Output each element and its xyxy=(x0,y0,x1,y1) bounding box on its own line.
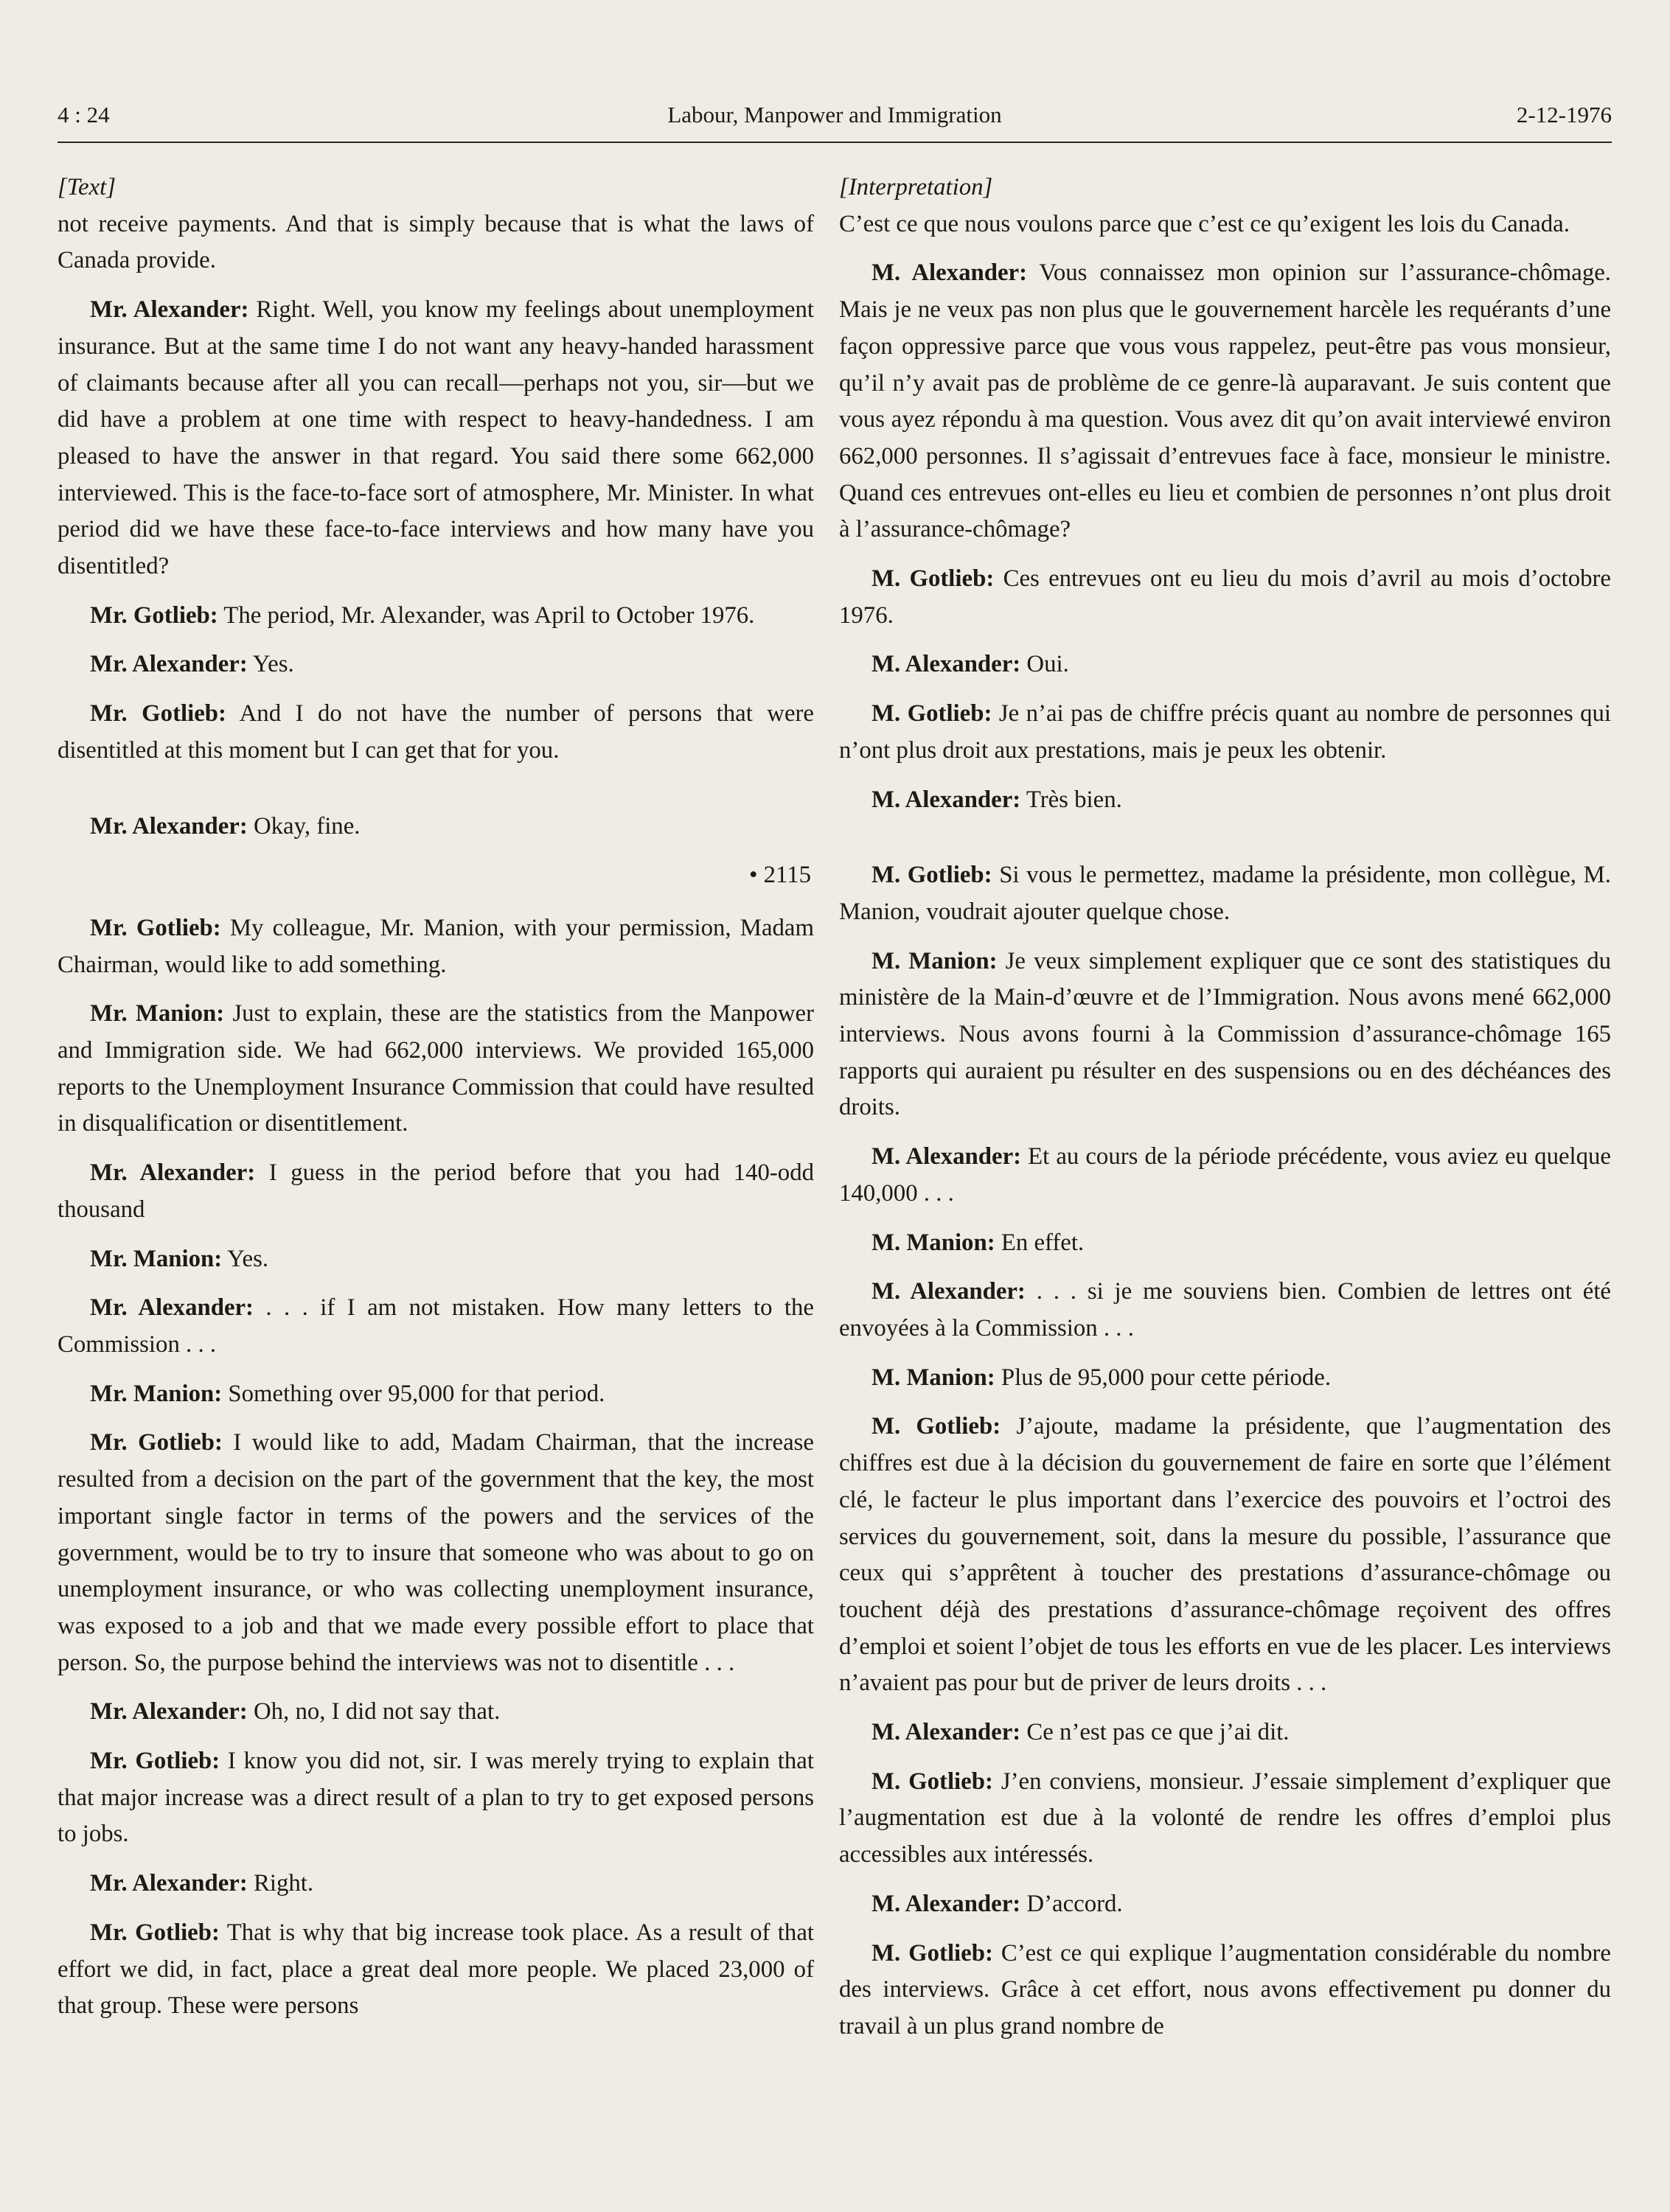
speaker-name: M. Alexander: xyxy=(871,651,1021,678)
paragraph xyxy=(58,1376,814,1413)
paragraph xyxy=(58,1290,814,1363)
speaker-name: Mr. Manion: xyxy=(90,1380,223,1407)
speaker-name: M. Gotlieb: xyxy=(871,1939,993,1967)
speaker-name: M. Alexander: xyxy=(871,1890,1021,1917)
english-column xyxy=(58,170,814,2037)
speaker-name: Mr. Alexander: xyxy=(90,651,248,678)
speech-text: J’ajoute, madame la présidente, que l’augmentation des chiffres est due à la décision du gouvernement de faire en sorte que l’élément clé, le facteur le plus important dans l’exercice des pouvoirs et l’octroi des services du gouvernement, soit, dans la mesure du possible, l’assurance que ceux qui s’apprêtent à toucher des prestations d’assurance-chômage ou touchent déjà des prestations d’assurance-chômage reçoivent des offres d’emploi et soient l’objet de tous les efforts en vue de les placer. Les interviews n’avaient pas pour but de priver de leurs droits . . . xyxy=(839,1413,1611,1697)
paragraph xyxy=(58,809,814,845)
speech-text: Oh, no, I did not say that. xyxy=(247,1698,501,1726)
spacer xyxy=(58,782,814,809)
paragraph xyxy=(58,910,814,983)
speaker-name: M. Alexander: xyxy=(871,1143,1022,1170)
french-column xyxy=(839,170,1611,2058)
paragraph xyxy=(58,292,814,585)
speaker-name: M. Gotlieb: xyxy=(871,565,995,593)
page-header xyxy=(58,97,1612,143)
speaker-name: Mr. Manion: xyxy=(90,1000,225,1028)
speaker-name: Mr. Alexander: xyxy=(90,1870,248,1897)
speaker-name: M. Manion: xyxy=(871,947,998,974)
paragraph: C’est ce que nous voulons parce que c’est ce qu’exigent les lois du Canada. xyxy=(839,210,1570,237)
speech-text: Je veux simplement expliquer que ce sont des statistiques du ministère de la Main-d’œuvre et de l’Immigration. Nous avons mené 662,000 interviews. Nous avons fourni à la Commission d’assurance-chômage 165 rapports qui auraient pu résulter en des suspensions ou en des déchéances des droits. xyxy=(839,947,1611,1121)
speech-text: Si vous le permettez, madame la présidente, mon collègue, M. Manion, voudrait ajouter quelque chose. xyxy=(839,862,1611,925)
paragraph xyxy=(58,1425,814,1681)
paragraph xyxy=(58,598,814,635)
page-number: 4 : 24 xyxy=(58,102,110,128)
paragraph xyxy=(58,996,814,1142)
paragraph xyxy=(839,255,1611,548)
paragraph: not receive payments. And that is simply because that is what the laws of Canada provide. xyxy=(58,210,814,274)
paragraph xyxy=(839,561,1611,634)
speech-text: Je n’ai pas de chiffre précis quant au nombre de personnes qui n’ont plus droit aux prestations, mais je peux les obtenir. xyxy=(839,700,1611,764)
speech-text: Ces entrevues ont eu lieu du mois d’avril au mois d’octobre 1976. xyxy=(839,565,1611,629)
speaker-name: M. Manion: xyxy=(871,1229,995,1256)
paragraph xyxy=(58,1694,814,1731)
paragraph xyxy=(839,782,1611,819)
speaker-name: Mr. Gotlieb: xyxy=(90,1748,220,1775)
speaker-name: M. Gotlieb: xyxy=(871,700,992,728)
page-title: Labour, Manpower and Immigration xyxy=(667,102,1002,128)
paragraph xyxy=(58,1866,814,1902)
speaker-name: M. Gotlieb: xyxy=(871,862,992,889)
speaker-name: Mr. Gotlieb: xyxy=(90,914,221,941)
section-label: [Interpretation] xyxy=(839,174,993,200)
paragraph xyxy=(839,1274,1611,1347)
speech-text: Et au cours de la période précédente, vous aviez eu quelque 140,000 . . . xyxy=(839,1143,1611,1207)
speech-text: J’en conviens, monsieur. J’essaie simplement d’expliquer que l’augmentation est due à la volonté de rendre les offres d’emploi plus accessibles aux intéressés. xyxy=(839,1768,1611,1869)
time-marker: • 2115 xyxy=(748,862,811,889)
speaker-name: Mr. Alexander: xyxy=(90,296,249,324)
section-label: [Text] xyxy=(58,174,116,200)
speech-text: Right. Well, you know my feelings about unemployment insurance. But at the same time I do not want any heavy-handed harassment of claimants because after all you can recall—perhaps not you, sir—but we did have a problem at one time with respect to heavy-handedness. I am pleased to have the answer in that regard. You said there some 662,000 interviewed. This is the face-to-face sort of atmosphere, Mr. Minister. In what period did we have these face-to-face interviews and how many have you disentitled? xyxy=(58,296,814,580)
speech-text: I know you did not, sir. I was merely trying to explain that that major increase was a direct result of a plan to try to get exposed persons to jobs. xyxy=(58,1748,814,1848)
speech-text: Something over 95,000 for that period. xyxy=(222,1380,605,1407)
speech-text: Oui. xyxy=(1020,651,1069,678)
speech-text: . . . si je me souviens bien. Combien de lettres ont été envoyées à la Commission . . . xyxy=(839,1278,1611,1341)
spacer xyxy=(839,831,1611,857)
paragraph xyxy=(839,1936,1611,2045)
speech-text: Okay, fine. xyxy=(247,812,361,840)
speaker-name: Mr. Gotlieb: xyxy=(90,601,218,629)
paragraph xyxy=(58,1743,814,1853)
paragraph xyxy=(839,1764,1611,1874)
speech-text: That is why that big increase took place. As a result of that effort we did, in fact, place a great deal more people. We placed 23,000 of that group. These were persons xyxy=(58,1919,814,2020)
speech-text: En effet. xyxy=(995,1229,1085,1256)
speech-text: Plus de 95,000 pour cette période. xyxy=(995,1364,1332,1391)
speaker-name: M. Manion: xyxy=(871,1364,995,1391)
speaker-name: M. Alexander: xyxy=(871,786,1021,813)
speaker-name: M. Alexander: xyxy=(871,1719,1021,1746)
speaker-name: Mr. Alexander: xyxy=(90,1294,254,1322)
speech-text: Yes. xyxy=(247,651,294,678)
speech-text: D’accord. xyxy=(1020,1890,1123,1917)
page-date: 2-12-1976 xyxy=(1516,102,1612,128)
speaker-name: Mr. Alexander: xyxy=(90,1698,248,1726)
speaker-name: Mr. Alexander: xyxy=(90,1159,256,1187)
speech-text: Vous connaissez mon opinion sur l’assurance-chômage. Mais je ne veux pas non plus que le gouvernement harcèle les requérants d’une façon oppressive parce que vous vous rappelez, peut-être pas vous monsieur, qu’il n’y avait pas de problème de ce genre-là auparavant. Je suis content que vous ayez répondu à ma question. Vous avez dit qu’on avait interviewé environ 662,000 personnes. Il s’agissait d’entrevues face à face, monsieur le ministre. Quand ces entrevues ont-elles eu lieu et combien de personnes n’ont plus droit à l’assurance-chômage? xyxy=(839,259,1611,543)
paragraph xyxy=(839,1139,1611,1212)
paragraph xyxy=(58,646,814,683)
speech-text: I guess in the period before that you had 140-odd thousand xyxy=(58,1159,815,1223)
speaker-name: Mr. Manion: xyxy=(90,1245,223,1272)
speech-text: C’est ce qui explique l’augmentation considérable du nombre des interviews. Grâce à cet effort, nous avons effectivement pu donner du travail à un plus grand nombre de xyxy=(839,1939,1611,2040)
speech-text: I would like to add, Madam Chairman, that the increase resulted from a decision on the part of the government that the key, the most important single factor in terms of the powers and the services of the government, would be to try to insure that someone who was about to go on unemployment insurance, or who was collecting unemployment insurance, was exposed to a job and that we made every possible effort to place that person. So, the purpose behind the interviews was not to disentitle . . . xyxy=(58,1429,814,1676)
paragraph xyxy=(58,1915,814,2025)
speech-text: My colleague, Mr. Manion, with your permission, Madam Chairman, would like to add something. xyxy=(58,914,814,978)
speaker-name: Mr. Gotlieb: xyxy=(90,700,226,728)
paragraph xyxy=(58,1241,814,1278)
speaker-name: Mr. Alexander: xyxy=(90,812,248,840)
paragraph xyxy=(839,857,1611,930)
speaker-name: M. Alexander: xyxy=(871,259,1027,287)
paragraph xyxy=(839,1714,1611,1751)
speaker-name: M. Gotlieb: xyxy=(871,1768,993,1795)
paragraph xyxy=(58,696,814,769)
speech-text: The period, Mr. Alexander, was April to October 1976. xyxy=(218,601,755,629)
speech-text: Right. xyxy=(247,1870,314,1897)
speech-text: . . . if I am not mistaken. How many letters to the Commission . . . xyxy=(58,1294,814,1358)
speaker-name: Mr. Gotlieb: xyxy=(90,1919,220,1946)
paragraph xyxy=(839,1886,1611,1923)
speaker-name: Mr. Gotlieb: xyxy=(90,1429,223,1456)
paragraph xyxy=(839,1225,1611,1262)
speaker-name: M. Alexander: xyxy=(871,1278,1026,1305)
speech-text: Just to explain, these are the statistics from the Manpower and Immigration side. We had 662,000 interviews. We provided 165,000 reports to the Unemployment Insurance Commission that could have resulted in disqualification or disentitlement. xyxy=(58,1000,814,1137)
speech-text: Yes. xyxy=(222,1245,269,1272)
speech-text: And I do not have the number of persons that were disentitled at this moment but I can get that for you. xyxy=(58,700,814,764)
paragraph xyxy=(839,1360,1611,1397)
paragraph xyxy=(839,943,1611,1127)
paragraph xyxy=(839,1409,1611,1702)
speech-text: Très bien. xyxy=(1020,786,1122,813)
paragraph xyxy=(839,646,1611,683)
paragraph xyxy=(839,696,1611,769)
paragraph xyxy=(58,1155,814,1228)
speech-text: Ce n’est pas ce que j’ai dit. xyxy=(1020,1719,1290,1746)
speaker-name: M. Gotlieb: xyxy=(871,1413,1001,1440)
